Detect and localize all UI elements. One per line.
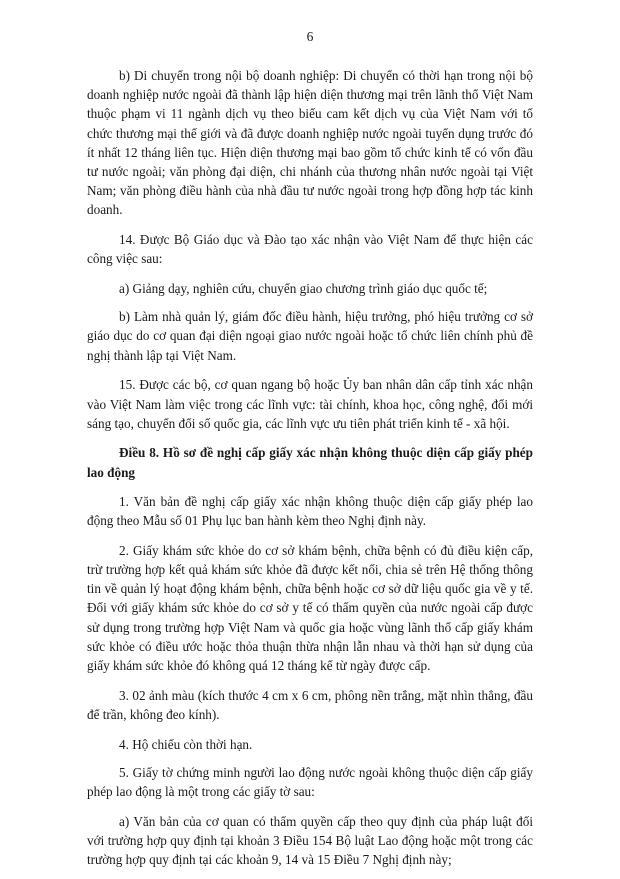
paragraph-clause-14: 14. Được Bộ Giáo dục và Đào tạo xác nhận vào Việt Nam để thực hiện các công việc sau: [87,232,533,267]
article-8-heading: Điều 8. Hồ sơ đề nghị cấp giấy xác nhận không thuộc diện cấp giấy phép lao động [87,445,533,480]
paragraph-clause-14b: b) Làm nhà quản lý, giám đốc điều hành, hiệu trưởng, phó hiệu trưởng cơ sở giáo dục do cơ quan đại diện ngoại giao nước ngoài hoặc tổ chức liên chính phủ đề nghị thành lập tại Việt Nam. [87,309,533,363]
page-number: 6 [306,29,314,44]
paragraph-article-8-item-5a: a) Văn bản của cơ quan có thẩm quyền cấp theo quy định của pháp luật đối với trường hợp quy định tại khoản 3 Điều 154 Bộ luật Lao động hoặc một trong các trường hợp quy định tại các khoản 9, 14 và 15 Điều 7 Nghị định này; [87,813,533,868]
paragraph-clause-15: 15. Được các bộ, cơ quan ngang bộ hoặc Ủy ban nhân dân cấp tỉnh xác nhận vào Việt Nam làm việc trong các lĩnh vực: tài chính, khoa học, công nghệ, đổi mới sáng tạo, chuyển đổi số quốc gia, các lĩnh vực ưu tiên phát triển kinh tế - xã hội. [87,377,533,431]
paragraph-article-8-item-5: 5. Giấy tờ chứng minh người lao động nước ngoài không thuộc diện cấp giấy phép lao động là một trong các giấy tờ sau: [87,764,533,799]
paragraph-intra-company-transfer: b) Di chuyển trong nội bộ doanh nghiệp: Di chuyển có thời hạn trong nội bộ doanh nghiệp nước ngoài đã thành lập hiện diện thương mại trên lãnh thổ Việt Nam thuộc phạm vi 11 ngành dịch vụ theo biểu cam kết dịch vụ của Việt Nam với tổ chức thương mại thế giới và đã được doanh nghiệp nước ngoài tuyển dụng trước đó ít nhất 12 tháng liên tục. Hiện diện thương mại bao gồm tổ chức kinh tế có vốn đầu tư nước ngoài; văn phòng đại diện, chi nhánh của thương nhân nước ngoài tại Việt Nam; văn phòng điều hành của nhà đầu tư nước ngoài trong hợp đồng hợp tác kinh doanh. [87,68,533,218]
paragraph-clause-14a: a) Giảng dạy, nghiên cứu, chuyển giao chương trình giáo dục quốc tế; [119,281,488,297]
paragraph-article-8-item-4: 4. Hộ chiếu còn thời hạn. [119,736,253,752]
document-body [87,66,533,869]
paragraph-article-8-item-1: 1. Văn bản đề nghị cấp giấy xác nhận không thuộc diện cấp giấy phép lao động theo Mẫu số 01 Phụ lục ban hành kèm theo Nghị định này. [87,493,533,529]
paragraph-article-8-item-2: 2. Giấy khám sức khỏe do cơ sở khám bệnh, chữa bệnh có đủ điều kiện cấp, trừ trường hợp kết quả khám sức khỏe đã được kết nối, chia sẻ trên Hệ thống thông tin về quản lý hoạt động khám bệnh, chữa bệnh hoặc cơ sở dữ liệu quốc gia về y tế. Đối với giấy khám sức khỏe do cơ sở y tế có thẩm quyền của nước ngoài cấp được sử dụng trong trường hợp Việt Nam và quốc gia hoặc vùng lãnh thổ cấp giấy khám sức khỏe có điều ước hoặc thỏa thuận thừa nhận lẫn nhau và thời hạn sử dụng của giấy khám sức khỏe đó không quá 12 tháng kể từ ngày được cấp. [87,542,533,673]
paragraph-article-8-item-3: 3. 02 ảnh màu (kích thước 4 cm x 6 cm, phông nền trắng, mặt nhìn thẳng, đầu để trần, không đeo kính). [87,687,533,722]
